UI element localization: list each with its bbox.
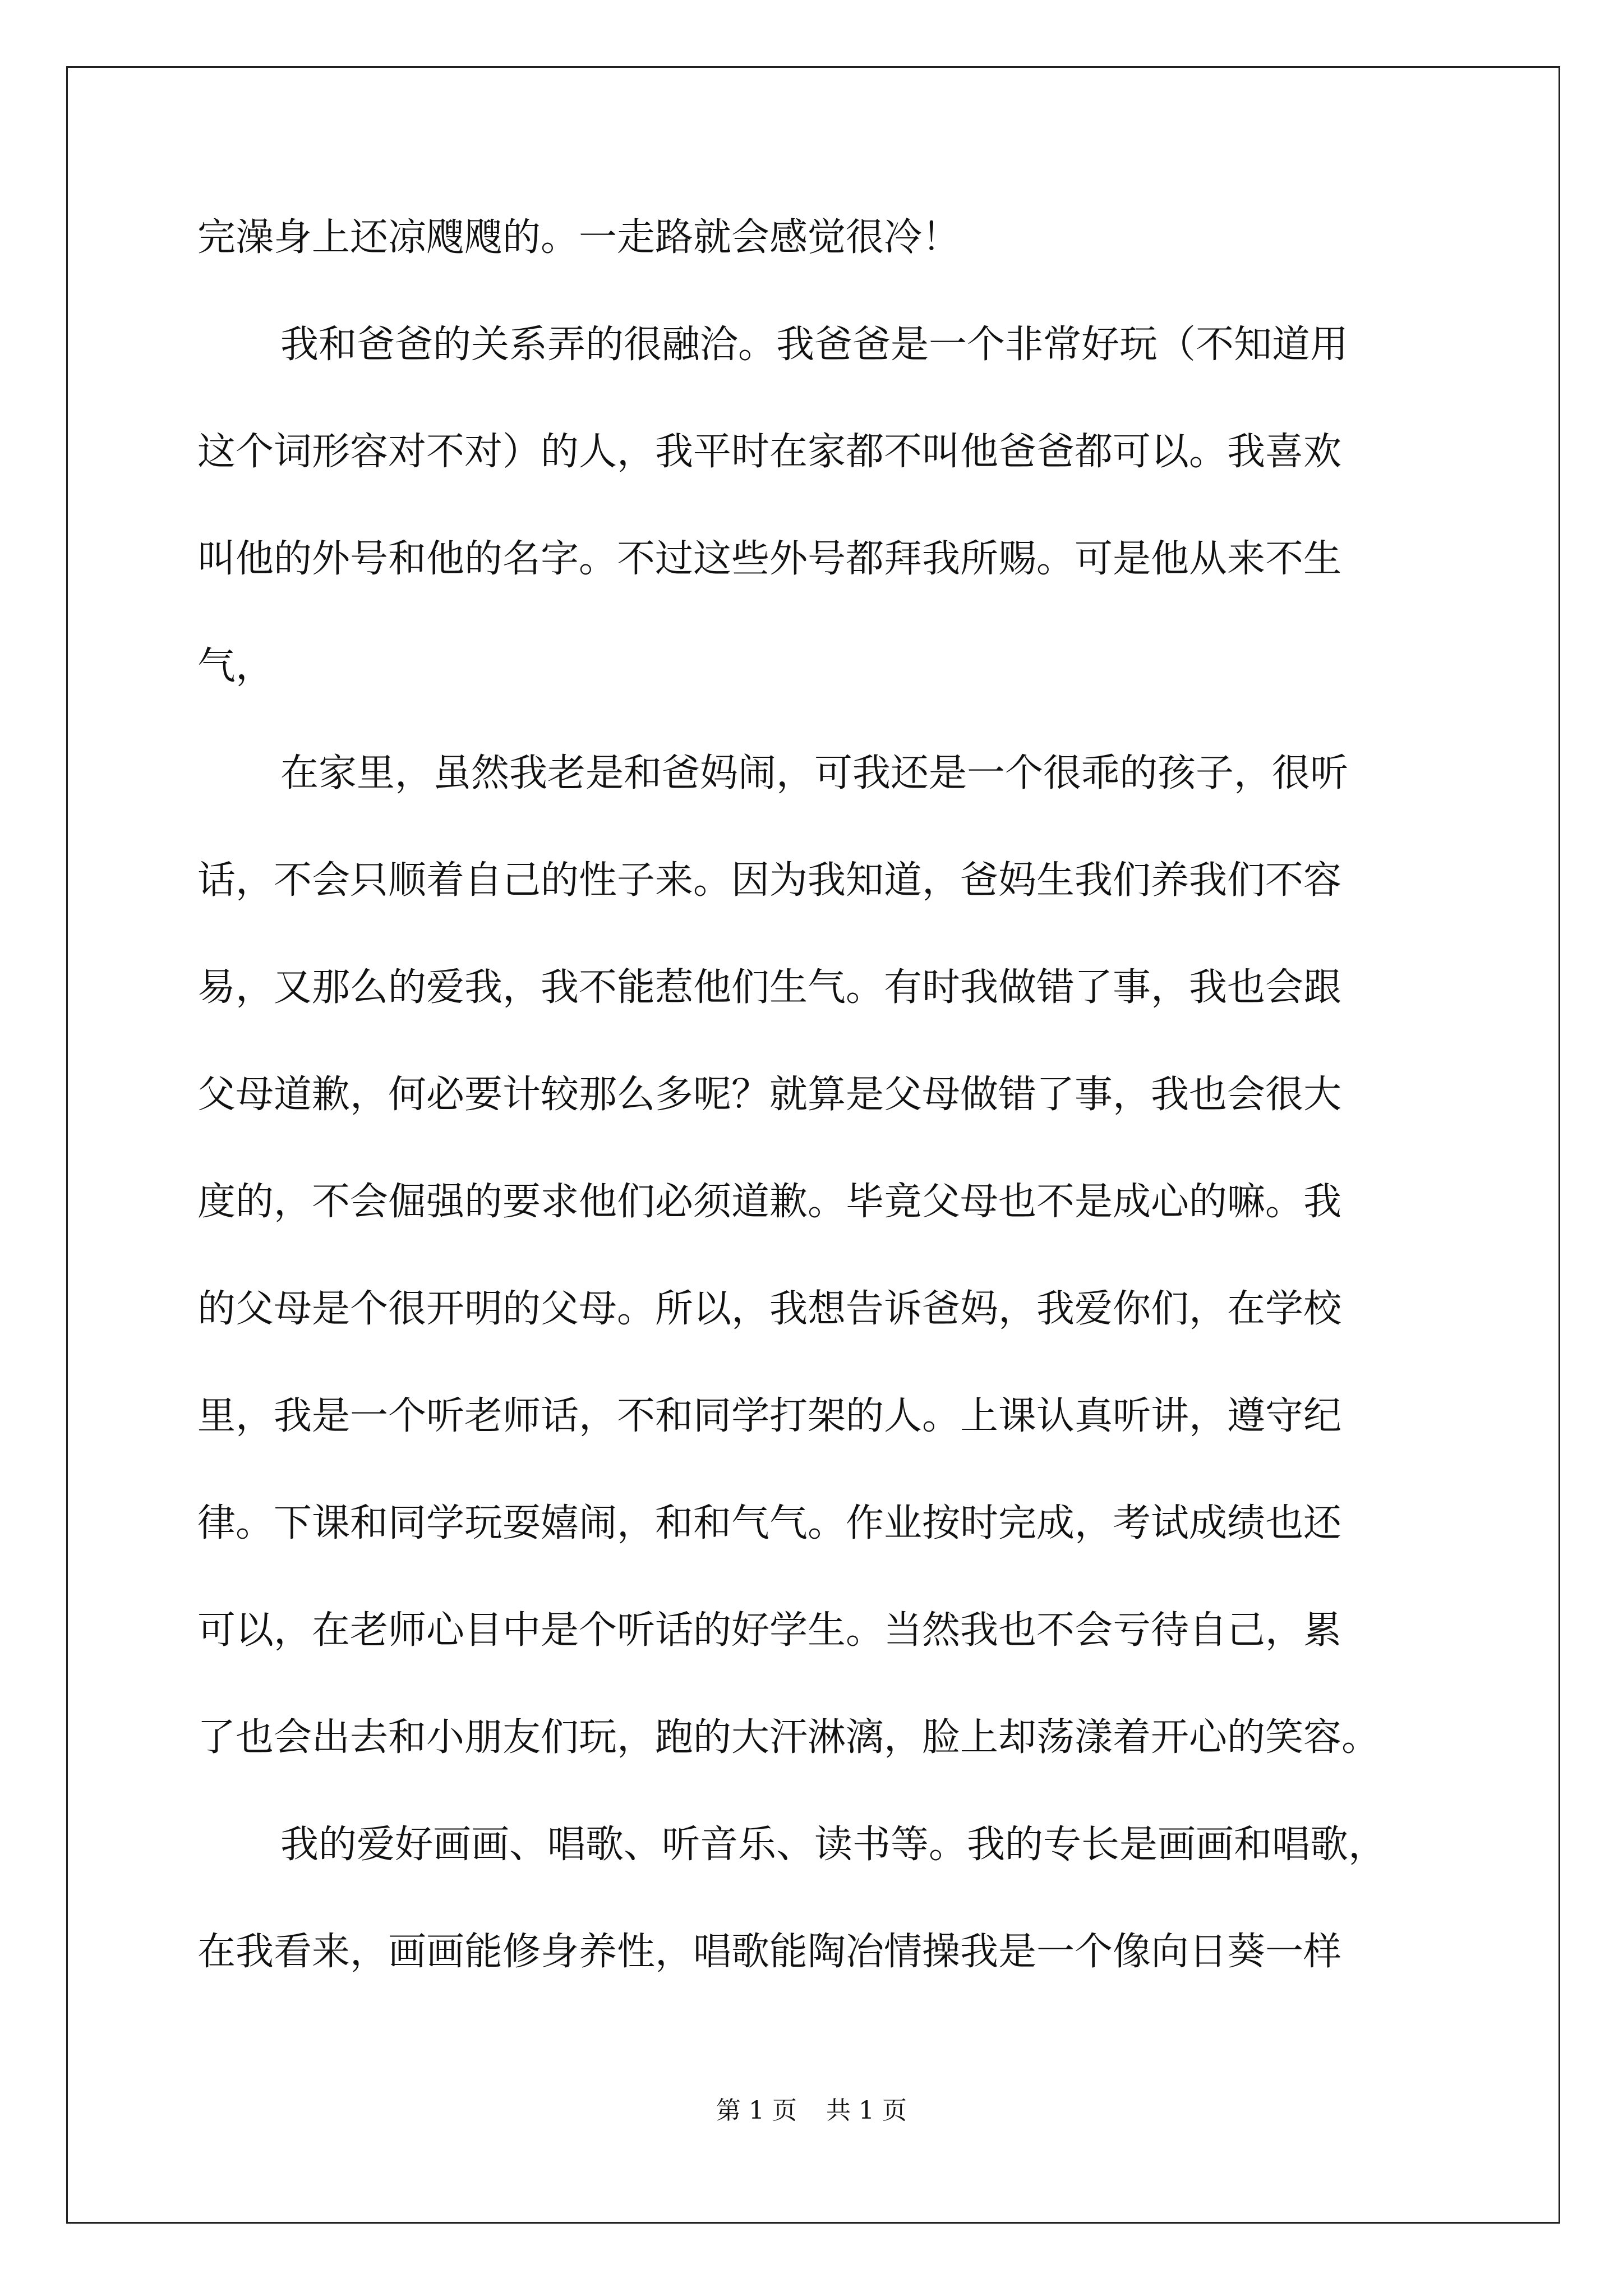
text-line: 话，不会只顺着自己的性子来。因为我知道，爸妈生我们养我们不容 bbox=[197, 858, 1342, 903]
text-line: 的父母是个很开明的父母。所以，我想告诉爸妈，我爱你们，在学校 bbox=[197, 1287, 1342, 1331]
document-body bbox=[197, 215, 1437, 2040]
page-number-current: 第 1 页 bbox=[716, 2096, 797, 2125]
text-line: 度的，不会倔强的要求他们必须道歉。毕竟父母也不是成心的嘛。我 bbox=[197, 1180, 1342, 1224]
text-line: 在我看来，画画能修身养性，唱歌能陶冶情操我是一个像向日葵一样 bbox=[197, 1930, 1342, 1974]
text-line: 叫他的外号和他的名字。不过这些外号都拜我所赐。可是他从来不生 bbox=[197, 537, 1342, 581]
text-line: 了也会出去和小朋友们玩，跑的大汗淋漓，脸上却荡漾着开心的笑容。 bbox=[197, 1715, 1380, 1760]
text-line: 可以，在老师心目中是个听话的好学生。当然我也不会亏待自己，累 bbox=[197, 1608, 1342, 1653]
text-line: 这个词形容对不对）的人，我平时在家都不叫他爸爸都可以。我喜欢 bbox=[197, 430, 1342, 474]
text-line: 在家里，虽然我老是和爸妈闹，可我还是一个很乖的孩子，很听 bbox=[280, 751, 1349, 795]
text-line: 父母道歉，何必要计较那么多呢？就算是父母做错了事，我也会很大 bbox=[197, 1073, 1342, 1117]
page-footer bbox=[0, 2096, 1623, 2125]
text-line: 气， bbox=[197, 644, 274, 688]
text-line: 里，我是一个听老师话，不和同学打架的人。上课认真听讲，遵守纪 bbox=[197, 1394, 1342, 1438]
page-number-total: 共 1 页 bbox=[826, 2096, 907, 2125]
text-line: 我的爱好画画、唱歌、听音乐、读书等。我的专长是画画和唱歌， bbox=[280, 1823, 1387, 1867]
text-line: 我和爸爸的关系弄的很融洽。我爸爸是一个非常好玩（不知道用 bbox=[280, 323, 1349, 367]
text-line: 律。下课和同学玩耍嬉闹，和和气气。作业按时完成，考试成绩也还 bbox=[197, 1501, 1342, 1545]
text-line: 完澡身上还凉飕飕的。一走路就会感觉很冷！ bbox=[197, 215, 961, 260]
text-line: 易，又那么的爱我，我不能惹他们生气。有时我做错了事，我也会跟 bbox=[197, 965, 1342, 1010]
